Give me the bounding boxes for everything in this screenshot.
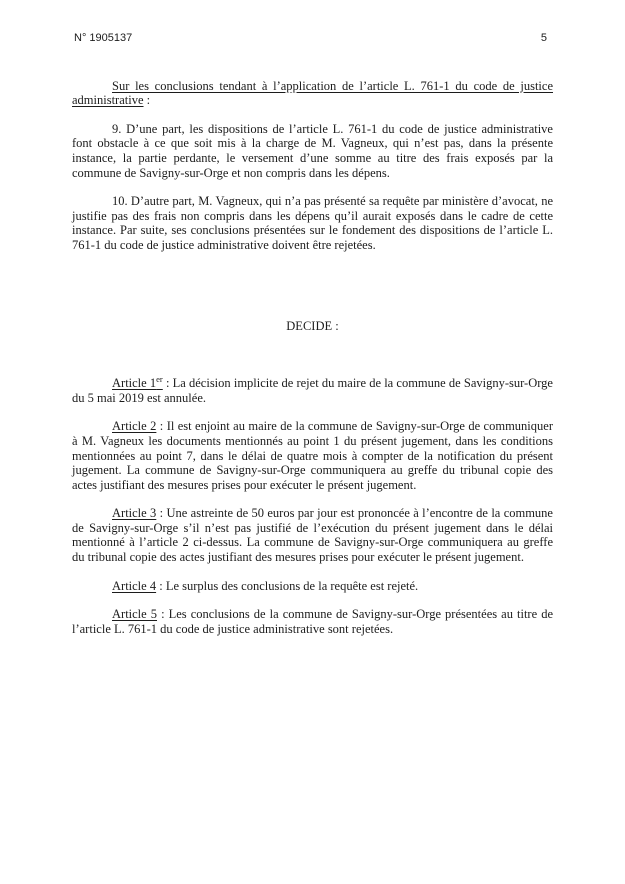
article-text: Une astreinte de 50 euros par jour est prononcée à l’encontre de la commune de Savigny-sur-Orge s’il n’est pas justifié de l’exécution du présent jugement dans le délai mentionné à l’article 2 ci-dessus. La commune de Savigny-sur-Orge communiquera au greffe du tribunal copie des actes justifiant des mesures prises pour exécuter le présent jugement. (72, 506, 553, 565)
article-paragraph (72, 506, 553, 564)
article-text: Il est enjoint au maire de la commune de Savigny-sur-Orge de communiquer à M. Vagneux les documents mentionnés au point 1 du présent jugement, dans les conditions mentionnées au point 7, dans le délai de quatre mois à compter de la notification du présent jugement. La commune de Savigny-sur-Orge communiquera au greffe du tribunal copie des actes justifiant des mesures prises pour exécuter le présent jugement. (72, 419, 553, 492)
paragraph-9: 9. D’une part, les dispositions de l’article L. 761-1 du code de justice administrative font obstacle à ce que soit mis à la charge de M. Vagneux, qui n’est pas, dans la présente instance, la partie perdante, le versement d’une somme au titre des frais exposés par la commune de Savigny-sur-Orge et non compris dans les dépens. (72, 121, 553, 180)
article-label: Article 4 (112, 578, 157, 593)
article-text: Les conclusions de la commune de Savigny-sur-Orge présentées au titre de l’article L. 761-1 du code de justice administrative sont rejetées. (72, 607, 553, 636)
article-text: Le surplus des conclusions de la requête est rejeté. (165, 578, 419, 593)
article-separator: : (156, 578, 166, 593)
article-label: Article 3 (112, 506, 157, 521)
article-paragraph (72, 419, 553, 492)
article-label: Article 1er (112, 373, 163, 391)
case-number: N° 1905137 (74, 32, 133, 44)
article-text: La décision implicite de rejet du maire de la commune de Savigny-sur-Orge du 5 mai 2019 est annulée. (72, 376, 553, 405)
decide-heading: DECIDE : (286, 318, 339, 333)
section-heading-underlined: Sur les conclusions tendant à l’application de l’article L. 761-1 du code de justice administrative (72, 78, 553, 108)
page-number: 5 (540, 32, 547, 44)
article-separator: : (156, 506, 167, 521)
article-label: Article 5 (112, 607, 158, 622)
section-heading-suffix: : (143, 93, 151, 108)
page-header (0, 0, 625, 46)
article-separator: : (157, 607, 169, 622)
article-label: Article 2 (112, 419, 157, 434)
article-separator: : (156, 419, 167, 434)
article-paragraph (72, 579, 553, 594)
article-separator: : (162, 376, 173, 391)
section-heading (72, 79, 553, 108)
document-body (0, 79, 625, 637)
paragraph-10: 10. D’autre part, M. Vagneux, qui n’a pas présenté sa requête par ministère d’avocat, ne justifie pas des frais non compris dans les dépens qu’il aurait exposés dans le cadre de cette instance. Par suite, ses conclusions présentées sur le fondement des dispositions de l’article L. 761-1 du code de justice administrative doivent être rejetées. (72, 194, 553, 252)
articles-list (72, 373, 553, 636)
article-paragraph (72, 607, 553, 636)
article-label-superscript: er (156, 373, 163, 384)
article-paragraph (72, 373, 553, 405)
